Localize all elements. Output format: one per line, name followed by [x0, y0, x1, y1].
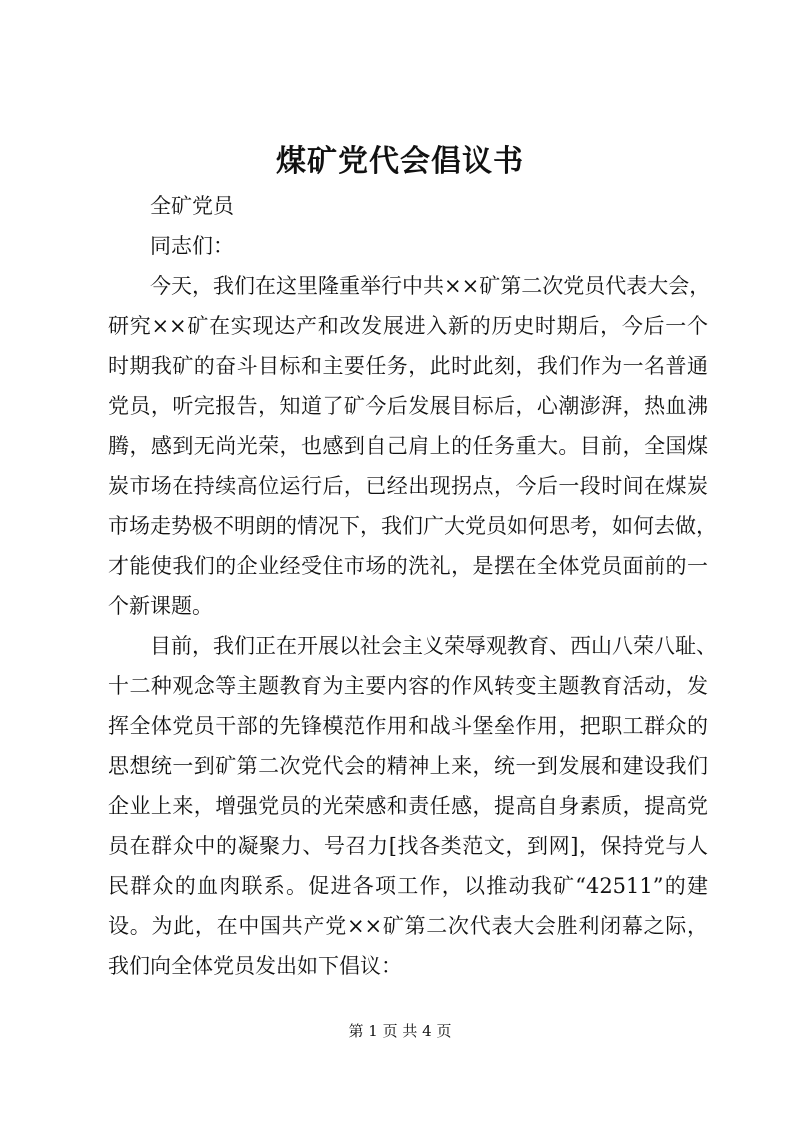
paragraph-line: 企业上来，增强党员的光荣感和责任感，提高自身素质，提高党 — [108, 794, 708, 818]
paragraph-line: 员在群众中的凝聚力、号召力[找各类范文，到网]，保持党与人 — [108, 834, 708, 858]
page-number-footer: 第 1 页 共 4 页 — [348, 1022, 452, 1040]
paragraph-line: 才能使我们的企业经受住市场的洗礼，是摆在全体党员面前的一 — [108, 554, 708, 578]
paragraph-line: 腾，感到无尚光荣，也感到自己肩上的任务重大。目前，全国煤 — [108, 434, 708, 458]
paragraph-2 — [108, 626, 717, 986]
document-title: 煤矿党代会倡议书 — [276, 144, 524, 179]
paragraph-line: 党员，听完报告，知道了矿今后发展目标后，心潮澎湃，热血沸 — [108, 394, 708, 418]
paragraph-line: 设。为此，在中国共产党××矿第二次代表大会胜利闭幕之际， — [108, 914, 708, 938]
paragraph-1 — [108, 266, 717, 626]
paragraph-line: 挥全体党员干部的先锋模范作用和战斗堡垒作用，把职工群众的 — [108, 714, 708, 738]
paragraph-line: 思想统一到矿第二次党代会的精神上来，统一到发展和建设我们 — [108, 754, 708, 778]
document-body — [108, 186, 717, 986]
paragraph-line: 个新课题。 — [108, 594, 213, 618]
salutation-line: 全矿党员 — [150, 194, 234, 218]
paragraph-line: 目前，我们正在开展以社会主义荣辱观教育、西山八荣八耻、 — [150, 634, 717, 658]
paragraph-line: 今天，我们在这里隆重举行中共××矿第二次党员代表大会， — [150, 274, 711, 298]
paragraph-line: 十二种观念等主题教育为主要内容的作风转变主题教育活动，发 — [108, 674, 708, 698]
paragraph-line: 炭市场在持续高位运行后，已经出现拐点，今后一段时间在煤炭 — [108, 474, 708, 498]
salutation-line: 同志们： — [150, 234, 234, 258]
paragraph-line: 我们向全体党员发出如下倡议： — [108, 954, 402, 978]
paragraph-line: 民群众的血肉联系。促进各项工作，以推动我矿“42511”的建 — [108, 874, 708, 898]
paragraph-line: 研究××矿在实现达产和改发展进入新的历史时期后，今后一个 — [108, 314, 708, 338]
paragraph-line: 市场走势极不明朗的情况下，我们广大党员如何思考，如何去做， — [108, 514, 717, 538]
paragraph-line: 时期我矿的奋斗目标和主要任务，此时此刻，我们作为一名普通 — [108, 354, 708, 378]
